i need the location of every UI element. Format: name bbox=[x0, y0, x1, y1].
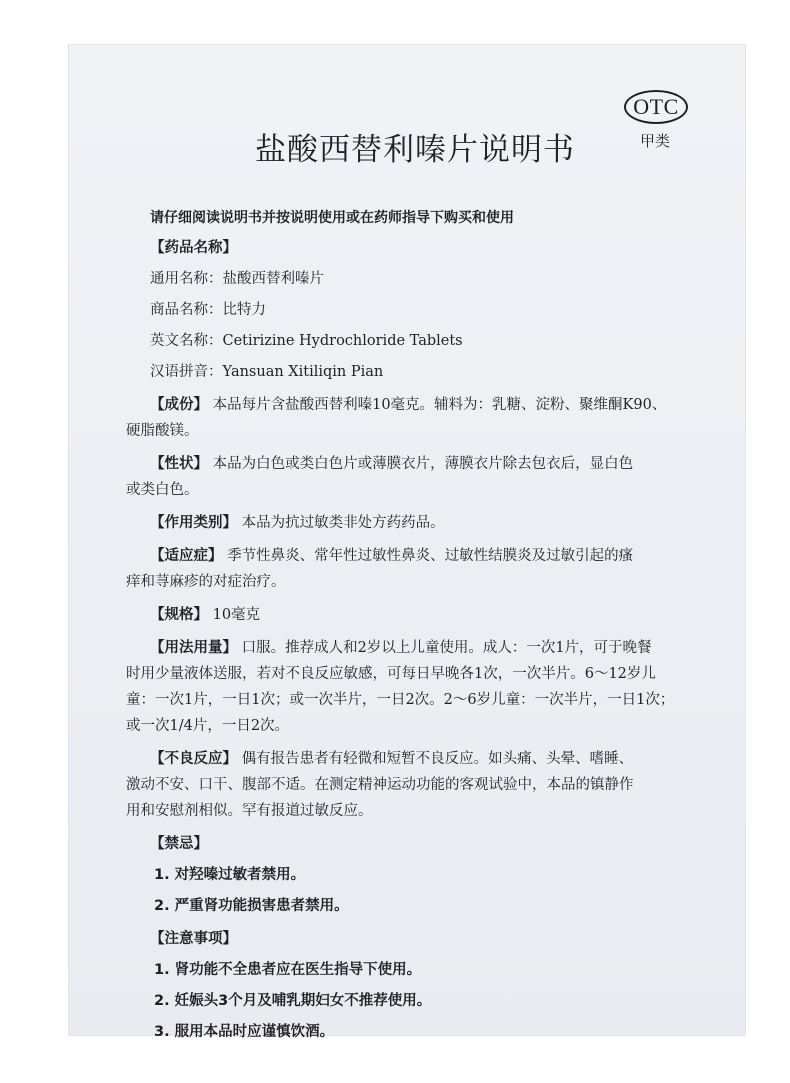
indications-line-1: 季节性鼻炎、常年性过敏性鼻炎、过敏性结膜炎及过敏引起的瘙 bbox=[227, 548, 634, 564]
adverse-section bbox=[126, 746, 716, 824]
document-title: 盐酸西替利嗪片说明书 bbox=[255, 132, 575, 168]
adverse-line-2: 激动不安、口干、腹部不适。在测定精神运动功能的客观试验中，本品的镇静作 bbox=[126, 777, 634, 793]
dosage-line-3: 童：一次1片，一日1次；或一次半片，一日2次。2～6岁儿童：一次半片，一日1次； bbox=[126, 692, 675, 708]
indications-line-2: 痒和荨麻疹的对症治疗。 bbox=[126, 574, 286, 590]
indications-section bbox=[126, 543, 716, 595]
otc-badge bbox=[624, 90, 688, 124]
pinyin-name: 汉语拼音：Yansuan Xitiliqin Pian bbox=[150, 364, 384, 380]
list-item: 1. 肾功能不全患者应在医生指导下使用。 bbox=[154, 962, 422, 978]
leaflet-content bbox=[126, 205, 716, 1045]
contraindications-heading: 【禁忌】 bbox=[150, 836, 208, 852]
adverse-line-1: 偶有报告患者有轻微和短暂不良反应。如头痛、头晕、嗜睡、 bbox=[241, 751, 634, 767]
composition-section bbox=[126, 392, 716, 444]
list-item: 3. 服用本品时应谨慎饮酒。 bbox=[154, 1024, 335, 1040]
description-label: 【性状】 bbox=[150, 456, 208, 472]
dosage-line-1: 口服。推荐成人和2岁以上儿童使用。成人：一次1片，可于晚餐 bbox=[241, 640, 652, 656]
dosage-label: 【用法用量】 bbox=[150, 640, 237, 656]
composition-label: 【成份】 bbox=[150, 397, 208, 413]
list-item: 2. 妊娠头3个月及哺乳期妇女不推荐使用。 bbox=[154, 993, 432, 1009]
dosage-section bbox=[126, 635, 716, 739]
specification-label: 【规格】 bbox=[150, 607, 208, 623]
specification-section bbox=[126, 602, 716, 628]
otc-badge-label: OTC bbox=[633, 94, 679, 119]
description-line-2: 或类白色。 bbox=[126, 482, 199, 498]
otc-class-label: 甲类 bbox=[640, 132, 671, 150]
composition-line-2: 硬脂酸镁。 bbox=[126, 423, 199, 439]
list-item: 1. 对羟嗪过敏者禁用。 bbox=[154, 867, 306, 883]
contraindications-section bbox=[126, 831, 716, 919]
description-section bbox=[126, 451, 716, 503]
specification-text: 10毫克 bbox=[212, 607, 261, 623]
list-item: 2. 严重肾功能损害患者禁用。 bbox=[154, 898, 349, 914]
generic-name: 通用名称：盐酸西替利嗪片 bbox=[150, 271, 324, 287]
category-text: 本品为抗过敏类非处方药药品。 bbox=[241, 515, 445, 531]
precautions-heading: 【注意事项】 bbox=[150, 931, 237, 947]
usage-notice: 请仔细阅读说明书并按说明使用或在药师指导下购买和使用 bbox=[150, 210, 514, 226]
precautions-section bbox=[126, 926, 716, 1045]
english-name: 英文名称：Cetirizine Hydrochloride Tablets bbox=[150, 333, 463, 349]
dosage-line-2: 时用少量液体送服，若对不良反应敏感，可每日早晚各1次，一次半片。6～12岁儿 bbox=[126, 666, 656, 682]
drug-name-heading: 【药品名称】 bbox=[150, 240, 237, 256]
adverse-label: 【不良反应】 bbox=[150, 751, 237, 767]
category-label: 【作用类别】 bbox=[150, 515, 237, 531]
dosage-line-4: 或一次1/4片，一日2次。 bbox=[126, 718, 290, 734]
category-section bbox=[126, 510, 716, 536]
trade-name: 商品名称：比特力 bbox=[150, 302, 266, 318]
composition-line-1: 本品每片含盐酸西替利嗪10毫克。辅料为：乳糖、淀粉、聚维酮K90、 bbox=[212, 397, 667, 413]
adverse-line-3: 用和安慰剂相似。罕有报道过敏反应。 bbox=[126, 803, 373, 819]
indications-label: 【适应症】 bbox=[150, 548, 223, 564]
description-line-1: 本品为白色或类白色片或薄膜衣片，薄膜衣片除去包衣后，显白色 bbox=[212, 456, 634, 472]
